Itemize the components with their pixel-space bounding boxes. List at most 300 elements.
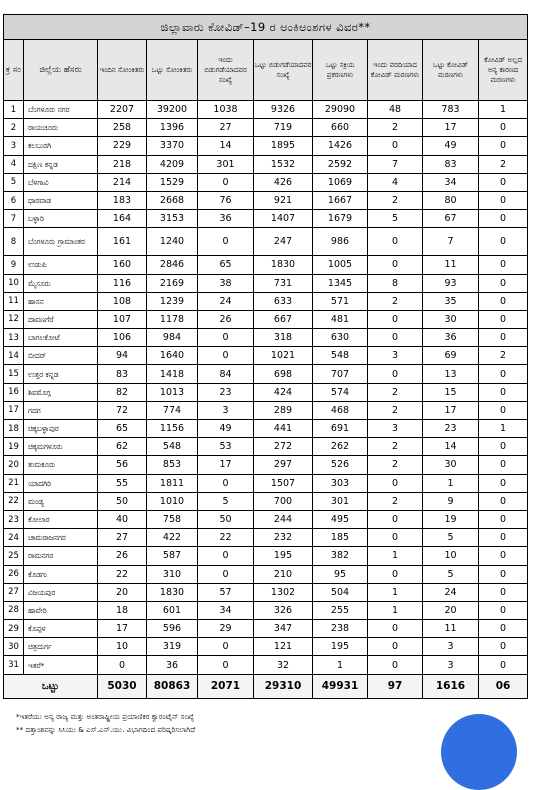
table-row (4, 191, 528, 209)
value-cell: 3 (368, 347, 423, 365)
value-cell: 0 (368, 638, 423, 656)
district-name-cell: ಚಾಮರಾಜನಗರ (24, 529, 98, 547)
value-cell: 62 (98, 438, 147, 456)
serial-number-cell: 2 (4, 119, 24, 137)
value-cell: 161 (98, 228, 147, 256)
value-cell: 3 (423, 656, 479, 674)
value-cell: 95 (313, 565, 368, 583)
value-cell: 1239 (147, 292, 198, 310)
value-cell: 49 (198, 420, 254, 438)
value-cell: 2 (368, 191, 423, 209)
value-cell: 67 (423, 210, 479, 228)
value-cell: 1 (368, 583, 423, 601)
value-cell: 1010 (147, 492, 198, 510)
value-cell: 72 (98, 401, 147, 419)
table-row (4, 492, 528, 510)
value-cell: 116 (98, 274, 147, 292)
col-header-today-deaths: ಇಂದು ವರದಿಯಾದ ಕೋವಿಡ್ ಮರಣಗಳು (368, 40, 423, 101)
serial-number-cell: 13 (4, 329, 24, 347)
value-cell: 719 (254, 119, 313, 137)
value-cell: 50 (98, 492, 147, 510)
value-cell: 289 (254, 401, 313, 419)
serial-number-cell: 23 (4, 510, 24, 528)
serial-number-cell: 21 (4, 474, 24, 492)
value-cell: 1302 (254, 583, 313, 601)
value-cell: 9326 (254, 101, 313, 119)
value-cell: 107 (98, 310, 147, 328)
serial-number-cell: 26 (4, 565, 24, 583)
value-cell: 0 (479, 256, 528, 274)
value-cell: 218 (98, 155, 147, 173)
value-cell: 80 (423, 191, 479, 209)
value-cell: 76 (198, 191, 254, 209)
value-cell: 0 (479, 638, 528, 656)
value-cell: 0 (479, 456, 528, 474)
value-cell: 319 (147, 638, 198, 656)
serial-number-cell: 11 (4, 292, 24, 310)
header-row (4, 40, 528, 101)
value-cell: 20 (98, 583, 147, 601)
value-cell: 1529 (147, 173, 198, 191)
table-row (4, 383, 528, 401)
value-cell: 1345 (313, 274, 368, 292)
serial-number-cell: 6 (4, 191, 24, 209)
value-cell: 0 (479, 365, 528, 383)
value-cell: 633 (254, 292, 313, 310)
footnotes (16, 710, 436, 736)
value-cell: 0 (368, 310, 423, 328)
value-cell: 160 (98, 256, 147, 274)
value-cell: 2 (368, 119, 423, 137)
value-cell: 5 (423, 529, 479, 547)
value-cell: 0 (479, 492, 528, 510)
value-cell: 164 (98, 210, 147, 228)
value-cell: 347 (254, 620, 313, 638)
floating-action-button[interactable] (441, 714, 517, 790)
serial-number-cell: 20 (4, 456, 24, 474)
value-cell: 481 (313, 310, 368, 328)
value-cell: 1156 (147, 420, 198, 438)
total-cell: 1616 (423, 674, 479, 698)
value-cell: 0 (479, 438, 528, 456)
value-cell: 36 (147, 656, 198, 674)
value-cell: 1418 (147, 365, 198, 383)
district-name-cell: ಚಿತ್ರದುರ್ಗ (24, 638, 98, 656)
value-cell: 1021 (254, 347, 313, 365)
total-cell: 49931 (313, 674, 368, 698)
district-name-cell: ಉತ್ತರ ಕನ್ನಡ (24, 365, 98, 383)
value-cell: 0 (368, 365, 423, 383)
value-cell: 5 (423, 565, 479, 583)
value-cell: 93 (423, 274, 479, 292)
table-row (4, 101, 528, 119)
value-cell: 1 (313, 656, 368, 674)
value-cell: 238 (313, 620, 368, 638)
value-cell: 0 (479, 383, 528, 401)
value-cell: 1407 (254, 210, 313, 228)
serial-number-cell: 14 (4, 347, 24, 365)
value-cell: 84 (198, 365, 254, 383)
value-cell: 65 (98, 420, 147, 438)
value-cell: 0 (479, 329, 528, 347)
serial-number-cell: 18 (4, 420, 24, 438)
district-name-cell: ಉಡುಪಿ (24, 256, 98, 274)
table-row (4, 438, 528, 456)
value-cell: 83 (98, 365, 147, 383)
value-cell: 11 (423, 256, 479, 274)
value-cell: 986 (313, 228, 368, 256)
value-cell: 1 (368, 601, 423, 619)
value-cell: 318 (254, 329, 313, 347)
value-cell: 0 (479, 529, 528, 547)
district-name-cell: ಚಿಕ್ಕಬಳ್ಳಾಪುರ (24, 420, 98, 438)
table-row (4, 365, 528, 383)
serial-number-cell: 10 (4, 274, 24, 292)
district-name-cell: ಬೆಂಗಳೂರು ಗ್ರಾಮಾಂತರ (24, 228, 98, 256)
serial-number-cell: 4 (4, 155, 24, 173)
table-row (4, 292, 528, 310)
value-cell: 526 (313, 456, 368, 474)
value-cell: 185 (313, 529, 368, 547)
value-cell: 20 (423, 601, 479, 619)
value-cell: 2 (479, 155, 528, 173)
value-cell: 56 (98, 456, 147, 474)
value-cell: 23 (423, 420, 479, 438)
value-cell: 195 (254, 547, 313, 565)
value-cell: 441 (254, 420, 313, 438)
value-cell: 0 (479, 191, 528, 209)
value-cell: 700 (254, 492, 313, 510)
value-cell: 630 (313, 329, 368, 347)
col-header-today-discharged: ಇಂದು ಬಿಡುಗಡೆಯಾದವರ ಸಂಖ್ಯೆ (198, 40, 254, 101)
value-cell: 774 (147, 401, 198, 419)
value-cell: 2592 (313, 155, 368, 173)
table-body (4, 101, 528, 675)
value-cell: 30 (423, 456, 479, 474)
value-cell: 2 (368, 401, 423, 419)
table-row (4, 583, 528, 601)
value-cell: 9 (423, 492, 479, 510)
value-cell: 301 (198, 155, 254, 173)
value-cell: 1426 (313, 137, 368, 155)
value-cell: 3 (198, 401, 254, 419)
value-cell: 601 (147, 601, 198, 619)
table-row (4, 456, 528, 474)
total-label: ಒಟ್ಟು (4, 674, 98, 698)
value-cell: 10 (423, 547, 479, 565)
value-cell: 691 (313, 420, 368, 438)
value-cell: 0 (368, 510, 423, 528)
value-cell: 0 (479, 292, 528, 310)
col-header-today-positive: ಇಂದಿನ ಸೋಂಕಿತರು (98, 40, 147, 101)
value-cell: 1 (479, 420, 528, 438)
value-cell: 984 (147, 329, 198, 347)
value-cell: 1532 (254, 155, 313, 173)
col-header-non-covid-deaths: ಕೋವಿಡ್ ಅಲ್ಲದ ಅನ್ಯ ಕಾರಣದ ಮರಣಗಳು (479, 40, 528, 101)
value-cell: 0 (368, 656, 423, 674)
serial-number-cell: 15 (4, 365, 24, 383)
total-cell: 2071 (198, 674, 254, 698)
value-cell: 50 (198, 510, 254, 528)
value-cell: 0 (368, 137, 423, 155)
value-cell: 0 (479, 228, 528, 256)
value-cell: 26 (98, 547, 147, 565)
serial-number-cell: 1 (4, 101, 24, 119)
value-cell: 2668 (147, 191, 198, 209)
value-cell: 0 (368, 529, 423, 547)
district-name-cell: ಮಂಡ್ಯ (24, 492, 98, 510)
value-cell: 495 (313, 510, 368, 528)
district-name-cell: ಮೈಸೂರು (24, 274, 98, 292)
district-name-cell: ದಾವಣಗೆರೆ (24, 310, 98, 328)
value-cell: 853 (147, 456, 198, 474)
district-name-cell: ಬಾಗಲಕೋಟೆ (24, 329, 98, 347)
value-cell: 4209 (147, 155, 198, 173)
serial-number-cell: 22 (4, 492, 24, 510)
value-cell: 13 (423, 365, 479, 383)
value-cell: 0 (198, 329, 254, 347)
value-cell: 7 (423, 228, 479, 256)
value-cell: 2 (479, 347, 528, 365)
table-title: ಜಿಲ್ಲಾವಾರು ಕೋವಿಡ್–19 ರ ಅಂಕಿಅಂಶಗಳ ವಿವರ** (4, 15, 528, 40)
district-name-cell: ದಕ್ಷಿಣ ಕನ್ನಡ (24, 155, 98, 173)
value-cell: 1830 (254, 256, 313, 274)
district-name-cell: ಗದಗ (24, 401, 98, 419)
value-cell: 27 (198, 119, 254, 137)
value-cell: 2 (368, 492, 423, 510)
table-row (4, 329, 528, 347)
value-cell: 0 (479, 173, 528, 191)
value-cell: 0 (368, 256, 423, 274)
serial-number-cell: 12 (4, 310, 24, 328)
value-cell: 108 (98, 292, 147, 310)
table-row (4, 420, 528, 438)
total-cell: 06 (479, 674, 528, 698)
value-cell: 1005 (313, 256, 368, 274)
table-row (4, 119, 528, 137)
value-cell: 596 (147, 620, 198, 638)
value-cell: 0 (198, 347, 254, 365)
value-cell: 0 (479, 474, 528, 492)
value-cell: 29090 (313, 101, 368, 119)
serial-number-cell: 31 (4, 656, 24, 674)
value-cell: 22 (98, 565, 147, 583)
value-cell: 23 (198, 383, 254, 401)
value-cell: 2 (368, 292, 423, 310)
value-cell: 574 (313, 383, 368, 401)
value-cell: 0 (479, 601, 528, 619)
value-cell: 83 (423, 155, 479, 173)
serial-number-cell: 8 (4, 228, 24, 256)
district-stats-table (3, 14, 528, 699)
value-cell: 14 (423, 438, 479, 456)
value-cell: 5 (368, 210, 423, 228)
district-name-cell: ಕೊಪ್ಪಳ (24, 620, 98, 638)
value-cell: 210 (254, 565, 313, 583)
value-cell: 0 (368, 329, 423, 347)
value-cell: 468 (313, 401, 368, 419)
district-name-cell: ಕೊಡಗು (24, 565, 98, 583)
total-cell: 29310 (254, 674, 313, 698)
value-cell: 426 (254, 173, 313, 191)
table-row (4, 347, 528, 365)
value-cell: 38 (198, 274, 254, 292)
table-row (4, 656, 528, 674)
district-name-cell: ಬೀದರ್ (24, 347, 98, 365)
table-row (4, 256, 528, 274)
value-cell: 424 (254, 383, 313, 401)
value-cell: 1830 (147, 583, 198, 601)
value-cell: 48 (368, 101, 423, 119)
district-name-cell: ಕೋಲಾರ (24, 510, 98, 528)
value-cell: 1038 (198, 101, 254, 119)
value-cell: 7 (368, 155, 423, 173)
district-name-cell: ತುಮಕೂರು (24, 456, 98, 474)
value-cell: 30 (423, 310, 479, 328)
value-cell: 0 (198, 565, 254, 583)
value-cell: 258 (98, 119, 147, 137)
value-cell: 422 (147, 529, 198, 547)
value-cell: 1013 (147, 383, 198, 401)
col-header-total-deaths: ಒಟ್ಟು ಕೋವಿಡ್ ಮರಣಗಳು (423, 40, 479, 101)
value-cell: 10 (98, 638, 147, 656)
value-cell: 24 (423, 583, 479, 601)
value-cell: 1 (368, 547, 423, 565)
value-cell: 0 (479, 565, 528, 583)
col-header-total-positive: ಒಟ್ಟು ಸೋಂಕಿತರು (147, 40, 198, 101)
serial-number-cell: 16 (4, 383, 24, 401)
table-row (4, 510, 528, 528)
total-cell: 5030 (98, 674, 147, 698)
value-cell: 2169 (147, 274, 198, 292)
value-cell: 1396 (147, 119, 198, 137)
value-cell: 27 (98, 529, 147, 547)
value-cell: 14 (198, 137, 254, 155)
value-cell: 0 (368, 620, 423, 638)
value-cell: 758 (147, 510, 198, 528)
value-cell: 2207 (98, 101, 147, 119)
value-cell: 272 (254, 438, 313, 456)
table-row (4, 310, 528, 328)
serial-number-cell: 5 (4, 173, 24, 191)
value-cell: 504 (313, 583, 368, 601)
value-cell: 0 (479, 620, 528, 638)
value-cell: 3370 (147, 137, 198, 155)
table-row (4, 155, 528, 173)
col-header-district: ಜಿಲ್ಲೆಯ ಹೆಸರು (24, 40, 98, 101)
district-name-cell: ಧಾರವಾಡ (24, 191, 98, 209)
table-row (4, 638, 528, 656)
value-cell: 69 (423, 347, 479, 365)
value-cell: 232 (254, 529, 313, 547)
value-cell: 0 (479, 310, 528, 328)
district-name-cell: ಬೆಳಗಾವಿ (24, 173, 98, 191)
value-cell: 2846 (147, 256, 198, 274)
value-cell: 39200 (147, 101, 198, 119)
value-cell: 0 (368, 565, 423, 583)
value-cell: 382 (313, 547, 368, 565)
value-cell: 297 (254, 456, 313, 474)
value-cell: 548 (313, 347, 368, 365)
value-cell: 195 (313, 638, 368, 656)
district-name-cell: ಬಳ್ಳಾರಿ (24, 210, 98, 228)
value-cell: 303 (313, 474, 368, 492)
value-cell: 247 (254, 228, 313, 256)
value-cell: 0 (479, 210, 528, 228)
serial-number-cell: 29 (4, 620, 24, 638)
value-cell: 660 (313, 119, 368, 137)
district-name-cell: ರಾಯಚೂರು (24, 119, 98, 137)
col-header-sl: ಕ್ರ ಸಂ (4, 40, 24, 101)
value-cell: 17 (198, 456, 254, 474)
value-cell: 24 (198, 292, 254, 310)
value-cell: 1679 (313, 210, 368, 228)
value-cell: 244 (254, 510, 313, 528)
value-cell: 29 (198, 620, 254, 638)
value-cell: 1 (479, 101, 528, 119)
table-row (4, 401, 528, 419)
value-cell: 22 (198, 529, 254, 547)
serial-number-cell: 28 (4, 601, 24, 619)
value-cell: 1240 (147, 228, 198, 256)
value-cell: 34 (423, 173, 479, 191)
total-cell: 80863 (147, 674, 198, 698)
table-row (4, 529, 528, 547)
district-name-cell: ಯಾದಗಿರಿ (24, 474, 98, 492)
value-cell: 0 (368, 228, 423, 256)
value-cell: 0 (479, 119, 528, 137)
total-cell: 97 (368, 674, 423, 698)
serial-number-cell: 19 (4, 438, 24, 456)
value-cell: 17 (423, 119, 479, 137)
value-cell: 26 (198, 310, 254, 328)
serial-number-cell: 7 (4, 210, 24, 228)
value-cell: 921 (254, 191, 313, 209)
value-cell: 3 (368, 420, 423, 438)
value-cell: 32 (254, 656, 313, 674)
value-cell: 262 (313, 438, 368, 456)
value-cell: 0 (198, 474, 254, 492)
table-row (4, 274, 528, 292)
serial-number-cell: 27 (4, 583, 24, 601)
value-cell: 3153 (147, 210, 198, 228)
value-cell: 0 (198, 547, 254, 565)
serial-number-cell: 3 (4, 137, 24, 155)
district-name-cell: ಶಿವಮೊಗ್ಗ (24, 383, 98, 401)
value-cell: 326 (254, 601, 313, 619)
serial-number-cell: 24 (4, 529, 24, 547)
value-cell: 0 (479, 274, 528, 292)
value-cell: 57 (198, 583, 254, 601)
table-row (4, 210, 528, 228)
value-cell: 783 (423, 101, 479, 119)
value-cell: 1811 (147, 474, 198, 492)
table-row (4, 228, 528, 256)
value-cell: 1667 (313, 191, 368, 209)
footnote-others: *ಇತರೆಯು ಅನ್ಯ ರಾಜ್ಯ ಮತ್ತು ಅಂತರಾಷ್ಟ್ರೀಯ ಪ್ರಯಾಣಿಕರ ಕ್ವಾರಂಟೈನ್ ಸಂಖ್ಯೆ (16, 712, 195, 721)
value-cell: 229 (98, 137, 147, 155)
district-name-cell: ಕಲಬುರಗಿ (24, 137, 98, 155)
value-cell: 587 (147, 547, 198, 565)
value-cell: 65 (198, 256, 254, 274)
value-cell: 36 (423, 329, 479, 347)
table-row (4, 565, 528, 583)
value-cell: 82 (98, 383, 147, 401)
value-cell: 49 (423, 137, 479, 155)
value-cell: 53 (198, 438, 254, 456)
value-cell: 34 (198, 601, 254, 619)
value-cell: 707 (313, 365, 368, 383)
